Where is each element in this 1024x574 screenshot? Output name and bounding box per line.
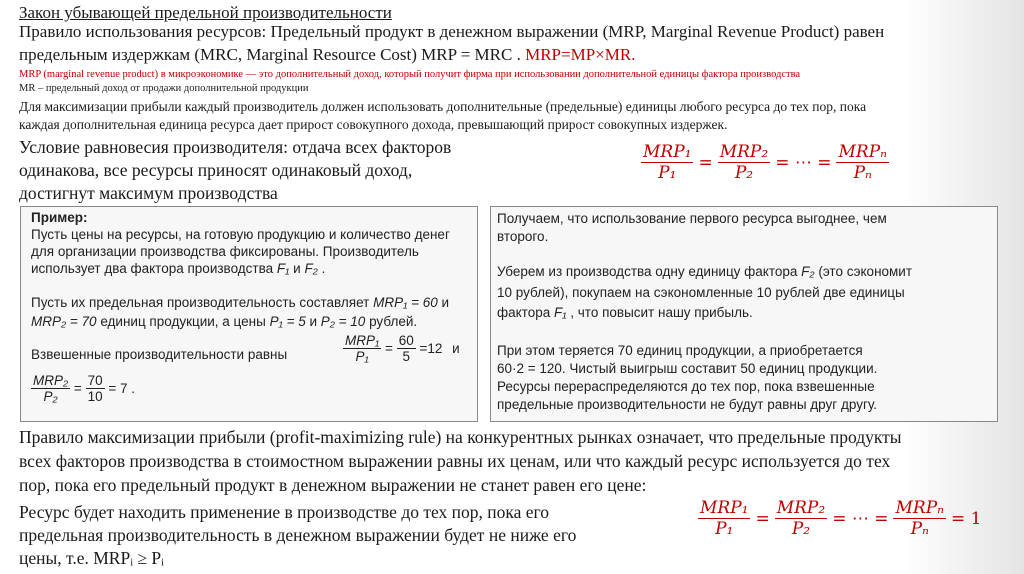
rule-line-2-text: предельным издержкам (MRC, Marginal Resource Cost) MRP = MRC . [19, 45, 526, 64]
example-right-line-5: фактора F₁ , что повысит нашу прибыль. [497, 305, 753, 320]
fraction-mrp2-p2: $\frac{\text{MRP₂}}{\text{P₂}}$ [776, 498, 826, 539]
maximization-line-1: Для максимизации прибыли каждый производитель должен использовать дополнительные (предельные) единицы любого ресурса до тех пор, пока [19, 99, 867, 114]
example-right-line-9: предельные производительности не будут равны друг другу. [497, 397, 878, 412]
example-left-line-2: для организации производства фиксированы. Производитель [31, 244, 419, 259]
example-left-line-1: Пусть цены на ресурсы, на готовую продукцию и количество денег [31, 227, 450, 242]
resource-line-2: предельная производительность в денежном выражении будет не ниже его [19, 525, 577, 545]
example-right-line-8: Ресурсы перераспределяются до тех пор, пока взвешенные [497, 379, 875, 394]
mrp-formula-text: MRP=MP×MR. [525, 45, 636, 64]
example-right-line-1: Получаем, что использование первого ресурса выгоднее, чем [497, 211, 887, 226]
weighted-productivity-2: $\frac{\text{MRP₂}}{\text{P₂}}$ = $\frac{70}{10}$ = 7 . [33, 373, 136, 404]
resource-line-3: цены, т.е. MRPᵢ ≥ Pᵢ [19, 548, 165, 568]
mr-definition: MR – предельный доход от продажи дополнительной продукции [19, 83, 309, 94]
example-right-line-4: 10 рублей), покупаем на сэкономленные 10 рублей две единицы [497, 285, 905, 300]
rule-line-1: Правило использования ресурсов: Предельный продукт в денежном выражении (MRP, Marginal Revenue Product) равен [19, 22, 885, 41]
equilibrium-line-3: достигнут максимум производства [19, 183, 278, 203]
example-right-box [490, 206, 998, 422]
example-left-box [20, 206, 478, 422]
fraction-mrp2-p2: $\frac{\text{MRP₂}}{\text{P₂}}$ [719, 142, 769, 183]
slide-title: Закон убывающей предельной производительности [19, 3, 392, 22]
profit-rule-line-2: всех факторов производства в стоимостном выражении равны их ценам, или что каждый ресурс используется до тех [19, 451, 891, 471]
rule-line-2 [19, 45, 635, 65]
weighted-productivity-1: $\frac{\text{MRP₁}}{\text{P₁}}$ = $\frac{60}{5}$ =12 и [345, 333, 460, 364]
profit-rule-line-1: Правило максимизации прибыли (profit-maximizing rule) на конкурентных рынках означает, что предельные продукты [19, 427, 902, 447]
resource-line-1: Ресурс будет находить применение в производстве до тех пор, пока его [19, 502, 550, 522]
example-left-line-6: Взвешенные производительности равны [31, 347, 288, 362]
equilibrium-line-2: одинакова, все ресурсы приносят одинаковый доход, [19, 160, 413, 180]
profit-rule-line-3: пор, пока его предельный продукт в денежном выражении не станет равен его цене: [19, 475, 647, 495]
example-right-line-7: 60·2 = 120. Чистый выигрыш составит 50 единиц продукции. [497, 361, 878, 376]
fraction-mrp1-p1: $\frac{\text{MRP₁}}{\text{P₁}}$ [643, 142, 692, 183]
example-right-line-6: При этом теряется 70 единиц продукции, а приобретается [497, 343, 863, 358]
example-left-line-4: Пусть их предельная производительность составляет MRP₁ = 60 и [31, 295, 450, 310]
equilibrium-line-1: Условие равновесия производителя: отдача всех факторов [19, 137, 452, 157]
mrp-definition: MRP (marginal revenue product) в микроэкономике — это дополнительный доход, который получит фирма при использовании дополнительной единицы фактора производства [19, 69, 801, 80]
example-right-line-2: второго. [497, 229, 549, 244]
example-left-line-5: MRP₂ = 70 единиц продукции, а цены P₁ = 5 и P₂ = 10 рублей. [31, 314, 418, 329]
profit-maximizing-formula: $\frac{\text{MRP₁}}{\text{P₁}}$ = $\frac{\text{MRP₂}}{\text{P₂}}$ = ⋯ = $\frac{\text{MRPₙ}}{\text{Pₙ}}$ = 1 [700, 498, 982, 539]
example-left-line-3: использует два фактора производства F₁ и F₂ . [31, 261, 326, 276]
example-heading: Пример: [31, 210, 88, 225]
example-right-line-3: Уберем из производства одну единицу фактора F₂ (это сэкономит [497, 264, 913, 279]
fraction-mrpn-pn: $\frac{\text{MRPₙ}}{\text{Pₙ}}$ [838, 142, 888, 183]
fraction-mrp1-p1: $\frac{\text{MRP₁}}{\text{P₁}}$ [700, 498, 749, 539]
equilibrium-formula: $\frac{\text{MRP₁}}{\text{P₁}}$ = $\frac{\text{MRP₂}}{\text{P₂}}$ = ⋯ = $\frac{\text{MRPₙ}}{\text{Pₙ}}$ [643, 142, 888, 183]
fraction-mrpn-pn: $\frac{\text{MRPₙ}}{\text{Pₙ}}$ [895, 498, 945, 539]
maximization-line-2: каждая дополнительная единица ресурса дает прирост совокупного дохода, превышающий прирост совокупных издержек. [19, 117, 728, 132]
